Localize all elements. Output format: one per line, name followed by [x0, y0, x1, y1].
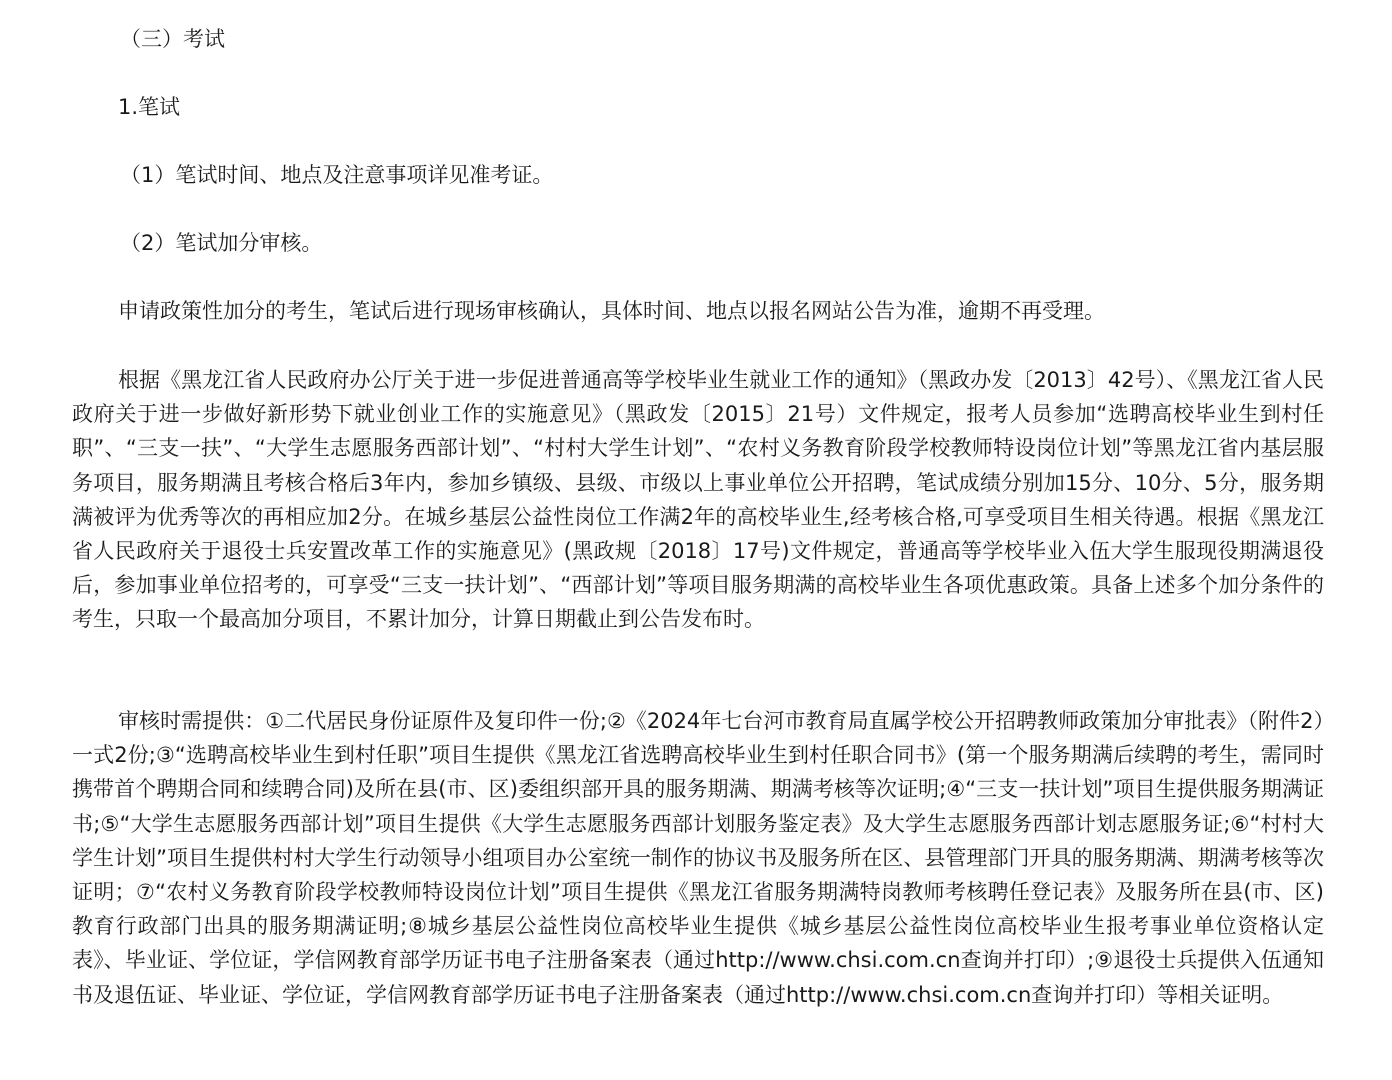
section-heading: （三）考试	[120, 27, 225, 51]
list-item-1: （1）笔试时间、地点及注意事项详见准考证。	[120, 163, 554, 187]
subsection-heading: 1.笔试	[118, 95, 181, 119]
paragraph-regulations: 根据《黑龙江省人民政府办公厅关于进一步促进普通高等学校毕业生就业工作的通知》（黑政办发〔2013〕42号）、《黑龙江省人民政府关于进一步做好新形势下就业创业工作的实施意见》（黑政发〔2015〕21号）文件规定，报考人员参加“选聘高校毕业生到村任职”、“三支一扶”、“大学生志愿服务西部计划”、“村村大学生计划”、“农村义务教育阶段学校教师特设岗位计划”等黑龙江省内基层服务项目，服务期满且考核合格后3年内，参加乡镇级、县级、市级以上事业单位公开招聘，笔试成绩分别加15分、10分、5分，服务期满被评为优秀等次的再相应加2分。在城乡基层公益性岗位工作满2年的高校毕业生,经考核合格,可享受项目生相关待遇。根据《黑龙江省人民政府关于退役士兵安置改革工作的实施意见》(黑政规〔2018〕17号)文件规定，普通高等学校毕业入伍大学生服现役期满退役后，参加事业单位招考的，可享受“三支一扶计划”、“西部计划”等项目服务期满的高校毕业生各项优惠政策。具备上述多个加分条件的考生，只取一个最高加分项目，不累计加分，计算日期截止到公告发布时。	[72, 368, 1324, 632]
list-item-2: （2）笔试加分审核。	[120, 231, 323, 255]
paragraph-required-documents: 审核时需提供：①二代居民身份证原件及复印件一份;②《2024年七台河市教育局直属学校公开招聘教师政策加分审批表》（附件2）一式2份;③“选聘高校毕业生到村任职”项目生提供《黑龙江省选聘高校毕业生到村任职合同书》(第一个服务期满后续聘的考生，需同时携带首个聘期合同和续聘合同)及所在县(市、区)委组织部开具的服务期满、期满考核等次证明;④“三支一扶计划”项目生提供服务期满证书;⑤“大学生志愿服务西部计划”项目生提供《大学生志愿服务西部计划服务鉴定表》及大学生志愿服务西部计划志愿服务证;⑥“村村大学生计划”项目生提供村村大学生行动领导小组项目办公室统一制作的协议书及服务所在区、县管理部门开具的服务期满、期满考核等次证明；⑦“农村义务教育阶段学校教师特设岗位计划”项目生提供《黑龙江省服务期满特岗教师考核聘任登记表》及服务所在县(市、区)教育行政部门出具的服务期满证明;⑧城乡基层公益性岗位高校毕业生提供《城乡基层公益性岗位高校毕业生报考事业单位资格认定表》、毕业证、学位证，学信网教育部学历证书电子注册备案表（通过http://www.chsi.com.cn查询并打印）;⑨退役士兵提供入伍通知书及退伍证、毕业证、学位证，学信网教育部学历证书电子注册备案表（通过http://www.chsi.com.cn查询并打印）等相关证明。	[72, 709, 1324, 1007]
paragraph-policy-bonus: 申请政策性加分的考生，笔试后进行现场审核确认，具体时间、地点以报名网站公告为准，逾期不再受理。	[118, 299, 1105, 323]
